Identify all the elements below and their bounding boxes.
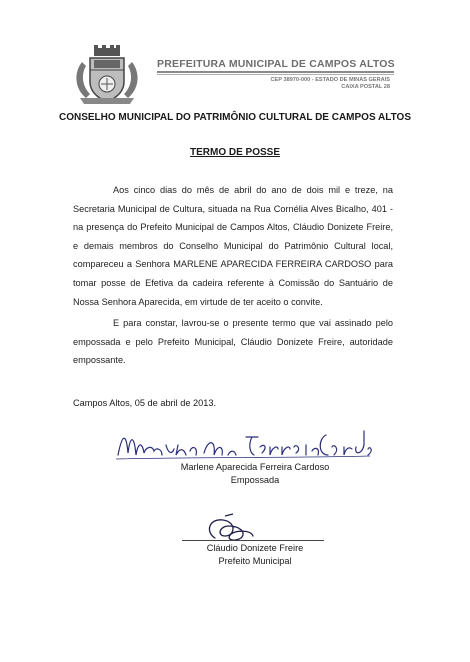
signatory-name-2: Cláudio Donizete Freire (206, 543, 304, 553)
letterhead-postal-box: CAIXA POSTAL 28 (341, 84, 390, 90)
municipal-coat-of-arms-icon (72, 44, 142, 108)
body-paragraph: E para constar, lavrou-se o presente termo que vai assinado pelo empossada e pelo Prefeito Municipal, Cláudio Donizete Freire, autoridade empossante. (73, 318, 393, 366)
place-and-date: Campos Altos, 05 de abril de 2013. (73, 398, 217, 408)
signatory-role-1: Empossada (230, 475, 280, 485)
signatory-role-2: Prefeito Municipal (218, 556, 292, 566)
signatory-name-1: Marlene Aparecida Ferreira Cardoso (180, 462, 330, 472)
letterhead-rule-thin (157, 74, 394, 75)
signature-line (182, 540, 324, 541)
letterhead-title: PREFEITURA MUNICIPAL DE CAMPOS ALTOS (157, 58, 395, 70)
letterhead-rule (157, 71, 394, 73)
body-paragraph: Aos cinco dias do mês de abril do ano de dois mil e treze, na Secretaria Municipal de Cultura, situada na Rua Cornélia Alves Bicalho, 401 - na presença do Prefeito Municipal de Campos Altos, Cláudio Donizete Freire, e demais membros do Conselho Municipal do Patrimônio Cultural local, compareceu a Senhora MARLENE APARECIDA FERREIRA CARDOSO para tomar posse de Efetiva da cadeira referente à Comissão do Santuário de Nossa Senhora Aparecida, em virtude de ter aceito o convite. (73, 185, 393, 307)
handwritten-signature-marlene (112, 425, 374, 465)
document-title: TERMO DE POSSE (189, 147, 280, 158)
letterhead-address: CEP 38970-000 - ESTADO DE MINAS GERAIS (270, 77, 390, 83)
document-body (73, 181, 393, 370)
council-heading: CONSELHO MUNICIPAL DO PATRIMÔNIO CULTURAL DE CAMPOS ALTOS (58, 112, 412, 123)
